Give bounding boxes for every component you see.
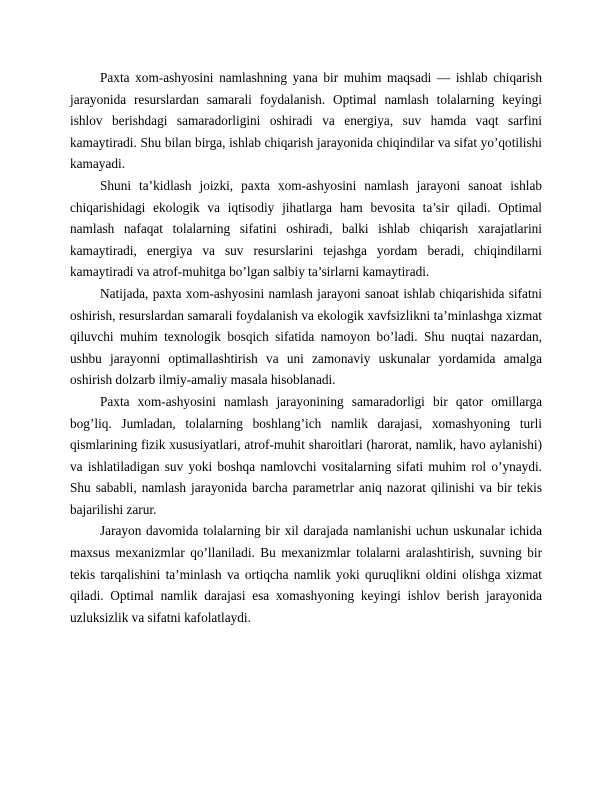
document-body [70, 67, 542, 628]
paragraph-2: Shuni ta’kidlash joizki, paxta xom-ashyosini namlash jarayoni sanoat ishlab chiqarishidagi ekologik va iqtisodiy jihatlarga ham bevosita ta’sir qiladi. Optimal namlash nafaqat tolalarning sifatini oshiradi, balki ishlab chiqarish xarajatlarini kamaytiradi, energiya va suv resurslarini tejashga yordam beradi, chiqindilarni kamaytiradi va atrof-muhitga bo’lgan salbiy ta’sirlarni kamaytiradi. [70, 177, 542, 280]
paragraph-1: Paxta xom-ashyosini namlashning yana bir muhim maqsadi — ishlab chiqarish jarayonida resurslardan samarali foydalanish. Optimal namlash tolalarning keyingi ishlov berishdagi samaradorligini oshiradi va energiya, suv hamda vaqt sarfini kamaytiradi. Shu bilan birga, ishlab chiqarish jarayonida chiqindilar va sifat yo’qotilishi kamayadi. [70, 70, 542, 172]
paragraph-5: Jarayon davomida tolalarning bir xil darajada namlanishi uchun uskunalar ichida maxsus mexanizmlar qo’llaniladi. Bu mexanizmlar tolalarni aralashtirish, suvning bir tekis tarqalishini ta’minlash va ortiqcha namlik yoki quruqlikni oldini olishga xizmat qiladi. Optimal namlik darajasi esa xomashyoning keyingi ishlov berish jarayonida uzluksizlik va sifatni kafolatlaydi. [70, 523, 542, 625]
paragraph-3: Natijada, paxta xom-ashyosini namlash jarayoni sanoat ishlab chiqarishida sifatni oshirish, resurslardan samarali foydalanish va ekologik xavfsizlikni ta’minlashga xizmat qiluvchi muhim texnologik bosqich sifatida namoyon bo’ladi. Shu nuqtai nazardan, ushbu jarayonni optimallashtirish va uni zamonaviy uskunalar yordamida amalga oshirish dolzarb ilmiy-amaliy masala hisoblanadi. [70, 285, 542, 388]
paragraph-4: Paxta xom-ashyosini namlash jarayonining samaradorligi bir qator omillarga bog’liq. Jumladan, tolalarning boshlang’ich namlik darajasi, xomashyoning turli qismlarining fizik xususiyatlari, atrof-muhit sharoitlari (harorat, namlik, havo aylanishi) va ishlatiladigan suv yoki boshqa namlovchi vositalarning sifati muhim rol o’ynaydi. Shu sababli, namlash jarayonida barcha parametrlar aniq nazorat qilinishi va bir tekis bajarilishi zarur. [70, 393, 542, 517]
